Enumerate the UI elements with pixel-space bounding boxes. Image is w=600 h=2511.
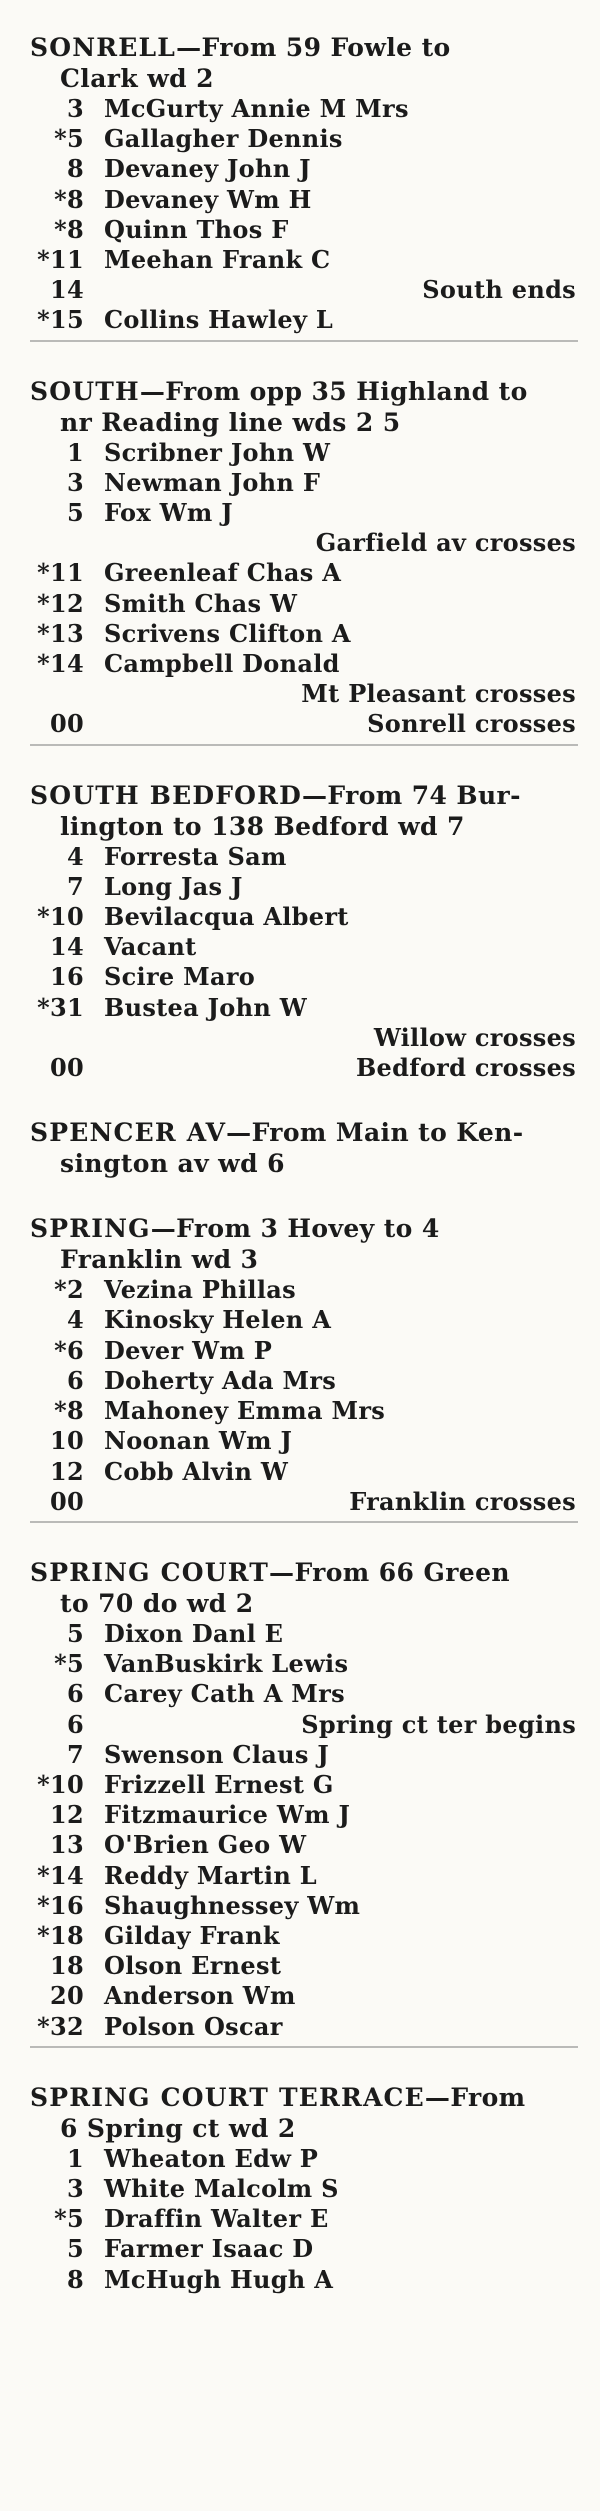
house-number: *5	[54, 1649, 84, 1679]
resident-name: Bustea John W	[104, 992, 307, 1022]
cross-street-row	[30, 1710, 578, 1740]
resident-name: McGurty Annie M Mrs	[104, 94, 409, 123]
street-name: SOUTH	[30, 376, 140, 406]
resident-row	[30, 124, 578, 154]
resident-row	[30, 438, 578, 468]
street-description-continued: sington av wd 6	[60, 1149, 285, 1179]
street-name: SPENCER AV	[30, 1118, 227, 1148]
cross-street-note: Bedford crosses	[355, 1053, 576, 1083]
street-section	[30, 2082, 578, 2295]
house-number: 10	[50, 1426, 84, 1456]
resident-name: Scribner John W	[104, 437, 331, 467]
resident-row	[30, 1740, 578, 1770]
resident-name: Noonan Wm J	[104, 1426, 293, 1456]
street-description-continued: Clark wd 2	[60, 64, 214, 93]
street-section	[30, 780, 578, 1084]
street-heading	[30, 1557, 578, 1588]
cross-street-note: South ends	[422, 275, 576, 305]
resident-name: Long Jas J	[104, 871, 243, 901]
cross-street-note: Mt Pleasant crosses	[301, 679, 576, 709]
resident-row	[30, 993, 578, 1023]
resident-row	[30, 1366, 578, 1396]
resident-row	[30, 1861, 578, 1891]
resident-name: Forresta Sam	[104, 841, 287, 871]
resident-row	[30, 1305, 578, 1335]
house-number: 6	[67, 1365, 84, 1395]
house-number: 7	[67, 1739, 84, 1769]
house-number: 00	[50, 1486, 84, 1516]
resident-row	[30, 1981, 578, 2011]
street-section	[30, 1557, 578, 2048]
house-number: *14	[37, 649, 84, 679]
house-number: 12	[50, 1800, 84, 1830]
resident-name: McHugh Hugh A	[104, 2264, 334, 2294]
street-name: SPRING COURT TERRACE	[30, 2082, 425, 2112]
street-description: —From 59 Fowle to	[176, 33, 451, 62]
resident-row	[30, 1336, 578, 1366]
house-number: *31	[37, 992, 84, 1022]
street-name: SPRING COURT	[30, 1557, 270, 1587]
section-divider	[30, 340, 578, 342]
resident-row	[30, 94, 578, 124]
house-number: 20	[50, 1981, 84, 2011]
street-description-continued: 6 Spring ct wd 2	[60, 2113, 296, 2143]
resident-row	[30, 842, 578, 872]
resident-name: Shaughnessey Wm	[104, 1890, 361, 1920]
house-number: *14	[37, 1860, 84, 1890]
resident-name: Frizzell Ernest G	[104, 1769, 334, 1799]
street-heading	[30, 2082, 578, 2113]
cross-street-row	[30, 528, 578, 558]
resident-name: Dixon Danl E	[104, 1618, 284, 1648]
section-divider	[30, 2046, 578, 2048]
resident-name: Vacant	[104, 932, 197, 962]
house-number: 1	[67, 437, 84, 467]
resident-row	[30, 1649, 578, 1679]
resident-name: Wheaton Edw P	[104, 2143, 319, 2173]
cross-street-note: Garfield av crosses	[315, 528, 576, 558]
house-number: *8	[54, 184, 84, 214]
resident-row	[30, 498, 578, 528]
resident-name: Gilday Frank	[104, 1920, 280, 1950]
resident-row	[30, 1830, 578, 1860]
house-number: *18	[37, 1920, 84, 1950]
street-description-continued: to 70 do wd 2	[60, 1588, 254, 1618]
house-number: *16	[37, 1890, 84, 1920]
house-number: *32	[37, 2011, 84, 2041]
house-number: 8	[67, 154, 84, 184]
house-number: 13	[50, 1830, 84, 1860]
resident-name: Fox Wm J	[104, 498, 233, 528]
resident-name: VanBuskirk Lewis	[104, 1649, 349, 1679]
house-number: 5	[67, 498, 84, 528]
resident-row	[30, 2012, 578, 2042]
resident-name: Scrivens Clifton A	[104, 618, 351, 648]
house-number: 12	[50, 1456, 84, 1486]
resident-row	[30, 305, 578, 335]
resident-name: Farmer Isaac D	[104, 2234, 314, 2264]
street-description: —From 74 Bur-	[302, 780, 521, 810]
resident-name: Quinn Thos F	[104, 214, 289, 244]
resident-row	[30, 962, 578, 992]
resident-name: White Malcolm S	[104, 2173, 339, 2203]
street-heading	[30, 780, 578, 811]
house-number: *6	[54, 1335, 84, 1365]
resident-row	[30, 1679, 578, 1709]
house-number: 3	[67, 94, 84, 123]
house-number: 1	[67, 2143, 84, 2173]
resident-row	[30, 1275, 578, 1305]
house-number: 6	[67, 1709, 84, 1739]
house-number	[30, 679, 104, 709]
section-divider	[30, 1521, 578, 1523]
resident-row	[30, 1921, 578, 1951]
street-section	[30, 376, 578, 746]
house-number: *11	[37, 558, 84, 588]
street-section	[30, 1213, 578, 1523]
resident-name: Doherty Ada Mrs	[104, 1365, 337, 1395]
house-number: *13	[37, 618, 84, 648]
resident-name: Scire Maro	[104, 962, 256, 992]
house-number: 7	[67, 871, 84, 901]
resident-name: Campbell Donald	[104, 649, 340, 679]
street-heading	[30, 1117, 578, 1148]
resident-name: Greenleaf Chas A	[104, 558, 342, 588]
street-name: SONRELL	[30, 33, 177, 62]
resident-row	[30, 1770, 578, 1800]
house-number: *2	[54, 1275, 84, 1305]
street-description: —From 3 Hovey to 4	[150, 1214, 440, 1244]
cross-street-note: Franklin crosses	[349, 1486, 576, 1516]
resident-name: Reddy Martin L	[104, 1860, 317, 1890]
street-description: —From opp 35 Highland to	[139, 376, 528, 406]
house-number: 14	[50, 932, 84, 962]
house-number: *8	[54, 1396, 84, 1426]
resident-row	[30, 185, 578, 215]
house-number: 4	[67, 1305, 84, 1335]
resident-row	[30, 2265, 578, 2295]
resident-name: Carey Cath A Mrs	[104, 1679, 345, 1709]
resident-name: Kinosky Helen A	[104, 1305, 332, 1335]
resident-name: Smith Chas W	[104, 588, 298, 618]
street-name: SOUTH BEDFORD	[30, 780, 303, 810]
resident-row	[30, 468, 578, 498]
resident-row	[30, 2174, 578, 2204]
house-number: 8	[67, 2264, 84, 2294]
resident-row	[30, 2234, 578, 2264]
resident-name: Polson Oscar	[104, 2011, 283, 2041]
resident-row	[30, 932, 578, 962]
cross-street-note: Sonrell crosses	[367, 709, 576, 739]
house-number: 00	[50, 709, 84, 739]
house-number: *10	[37, 1769, 84, 1799]
cross-street-row	[30, 679, 578, 709]
resident-row	[30, 1951, 578, 1981]
house-number: *12	[37, 588, 84, 618]
street-description-continued: lington to 138 Bedford wd 7	[60, 811, 465, 841]
resident-name: Collins Hawley L	[104, 305, 334, 335]
street-heading	[30, 1213, 578, 1244]
resident-row	[30, 2204, 578, 2234]
house-number: 5	[67, 2234, 84, 2264]
resident-row	[30, 649, 578, 679]
street-name: SPRING	[30, 1214, 151, 1244]
resident-row	[30, 2144, 578, 2174]
resident-name: Meehan Frank C	[104, 245, 331, 275]
cross-street-row	[30, 275, 578, 305]
resident-row	[30, 1619, 578, 1649]
house-number	[30, 1023, 104, 1053]
resident-row	[30, 1891, 578, 1921]
street-description: —From	[424, 2082, 526, 2112]
street-heading	[30, 376, 578, 407]
street-section	[30, 1117, 578, 1179]
resident-row	[30, 619, 578, 649]
resident-name: Devaney John J	[104, 154, 311, 184]
resident-row	[30, 215, 578, 245]
resident-row	[30, 872, 578, 902]
resident-name: Fitzmaurice Wm J	[104, 1800, 351, 1830]
resident-name: Devaney Wm H	[104, 184, 312, 214]
street-heading	[30, 32, 578, 63]
cross-street-row	[30, 1487, 578, 1517]
house-number: *8	[54, 214, 84, 244]
resident-name: Cobb Alvin W	[104, 1456, 289, 1486]
house-number: *5	[54, 124, 84, 154]
resident-name: Anderson Wm	[104, 1981, 296, 2011]
resident-name: Newman John F	[104, 467, 321, 497]
house-number: 3	[67, 2173, 84, 2203]
resident-name: Bevilacqua Albert	[104, 902, 349, 932]
resident-row	[30, 1800, 578, 1830]
resident-row	[30, 1396, 578, 1426]
resident-name: Olson Ernest	[104, 1951, 282, 1981]
street-section	[30, 32, 578, 342]
cross-street-row	[30, 1053, 578, 1083]
house-number: 6	[67, 1679, 84, 1709]
resident-row	[30, 589, 578, 619]
house-number: 18	[50, 1951, 84, 1981]
section-divider	[30, 744, 578, 746]
resident-row	[30, 245, 578, 275]
resident-name: Gallagher Dennis	[104, 124, 343, 154]
house-number: 4	[67, 841, 84, 871]
house-number: 16	[50, 962, 84, 992]
resident-row	[30, 154, 578, 184]
resident-name: O'Brien Geo W	[104, 1830, 307, 1860]
resident-row	[30, 1426, 578, 1456]
resident-row	[30, 1457, 578, 1487]
resident-name: Draffin Walter E	[104, 2204, 329, 2234]
house-number	[30, 528, 104, 558]
house-number: *15	[37, 305, 84, 335]
resident-name: Dever Wm P	[104, 1335, 273, 1365]
street-description-continued: Franklin wd 3	[60, 1245, 259, 1275]
cross-street-note: Spring ct ter begins	[301, 1709, 576, 1739]
house-number: 00	[50, 1053, 84, 1083]
cross-street-row	[30, 709, 578, 739]
resident-row	[30, 558, 578, 588]
resident-name: Swenson Claus J	[104, 1739, 329, 1769]
street-description: —From 66 Green	[269, 1557, 510, 1587]
house-number: *10	[37, 902, 84, 932]
house-number: 3	[67, 467, 84, 497]
house-number: 5	[67, 1618, 84, 1648]
house-number: *11	[37, 245, 84, 275]
cross-street-row	[30, 1023, 578, 1053]
house-number: *5	[54, 2204, 84, 2234]
house-number: 14	[50, 275, 84, 305]
resident-row	[30, 902, 578, 932]
street-description-continued: nr Reading line wds 2 5	[60, 407, 401, 437]
cross-street-note: Willow crosses	[373, 1022, 576, 1052]
resident-name: Mahoney Emma Mrs	[104, 1396, 386, 1426]
street-description: —From Main to Ken-	[226, 1118, 524, 1148]
resident-name: Vezina Phillas	[104, 1275, 296, 1305]
